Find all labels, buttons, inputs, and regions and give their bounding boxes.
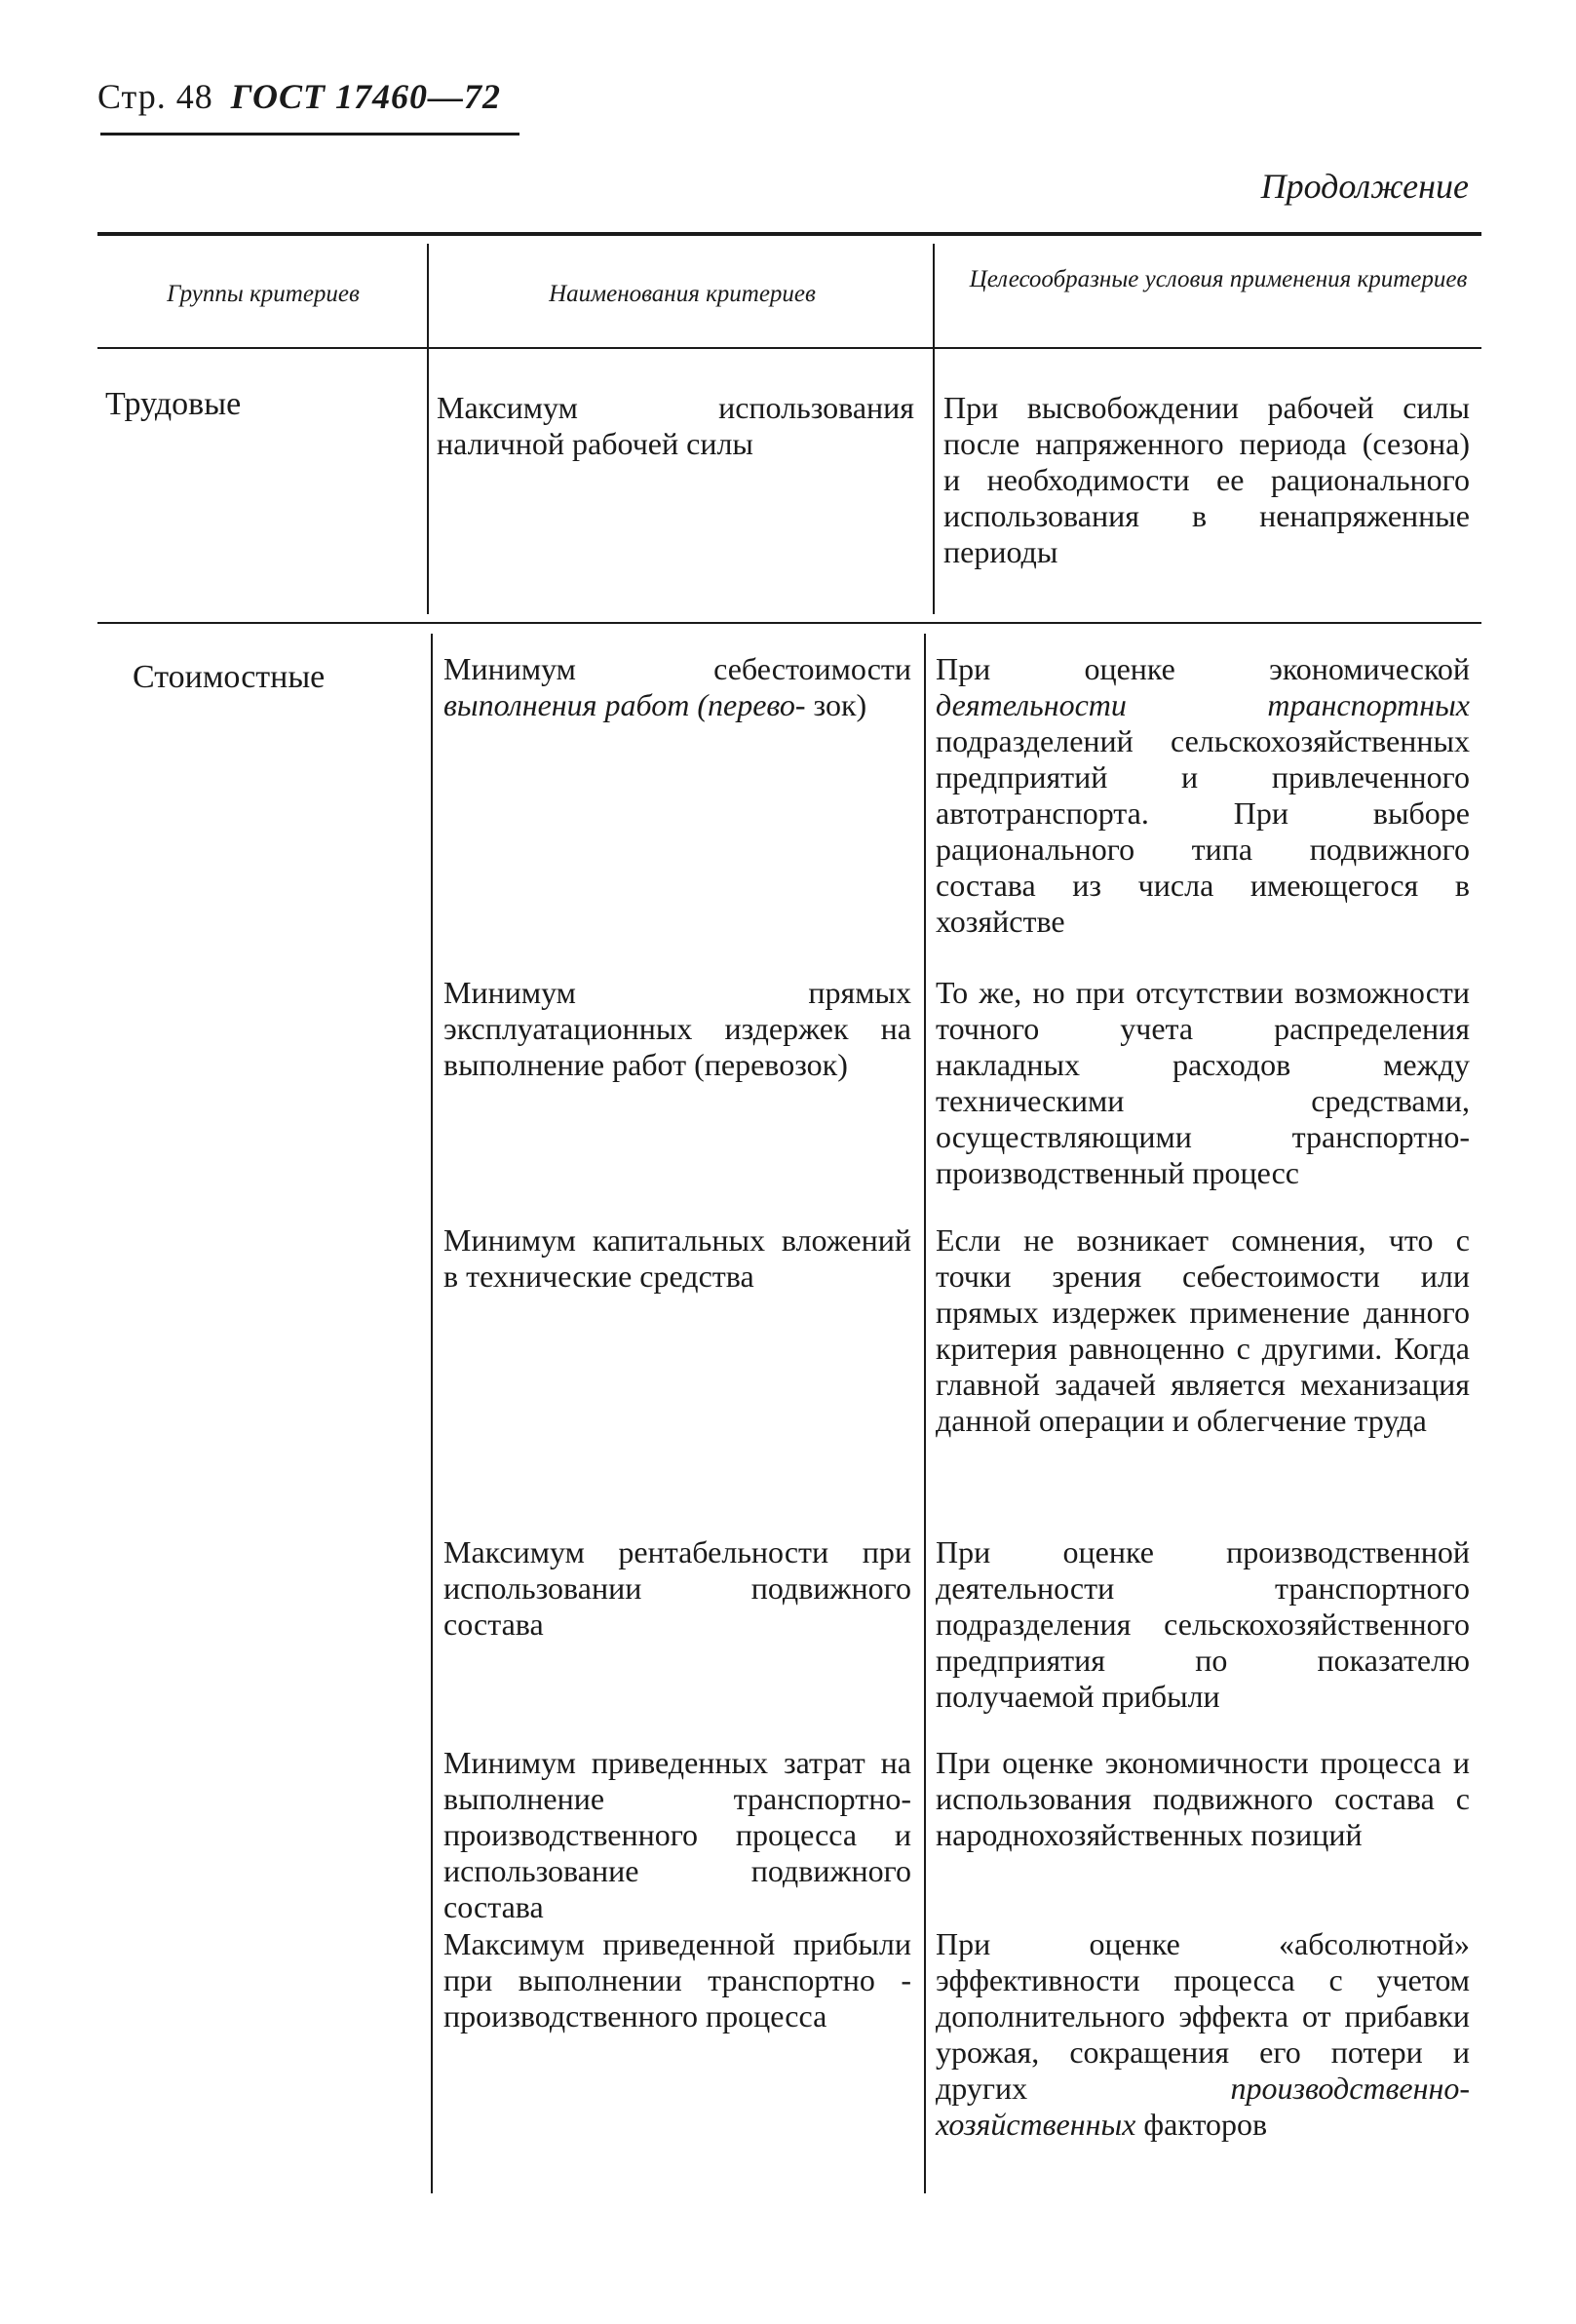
criterion-cost-5-name: Минимум приведенных затрат на выполнение транспортно-производственного процесса и использование подвижного состава <box>443 1745 911 1924</box>
continuation-label: Продолжение <box>1260 167 1469 206</box>
group-separator-rule <box>97 622 1481 624</box>
criterion-cost-2-condition: То же, но при отсутствии возможности точного учета распределения накладных расходов между техническими средствами, осуществляющими транспортно-производственный процесс <box>936 975 1470 1190</box>
criterion-cost-5-condition: При оценке экономичности процесса и использования подвижного состава с народнохозяйственных позиций <box>936 1745 1470 1852</box>
criterion-cost-4-condition: При оценке производственной деятельности транспортного подразделения сельскохозяйственного предприятия по показателю получаемой прибыли <box>936 1534 1470 1714</box>
criterion-cost-1-name-suffix: зок) <box>813 687 867 722</box>
criterion-cost-1-condition <box>936 651 1470 940</box>
criterion-cost-2-name: Минимум прямых эксплуатационных издержек на выполнение работ (перевозок) <box>443 975 911 1082</box>
criterion-cost-1-cond-prefix: При оценке экономической <box>936 651 1470 686</box>
criterion-cost-6-cond-prefix: При оценке «абсолютной» эффективности процесса с учетом дополнительного эффекта от прибавки урожая, сокращения его потери и других <box>936 1926 1470 2106</box>
criterion-labor-1-condition: При высвобождении рабочей силы после напряженного периода (сезона) и необходимости ее рационального использования в ненапряженные периоды <box>943 390 1470 569</box>
header-underline <box>100 133 519 136</box>
criterion-cost-4-name: Максимум рентабельности при использовании подвижного состава <box>443 1534 911 1642</box>
column-divider-2-lower <box>924 634 926 2193</box>
group-cost: Стоимостные <box>133 659 326 695</box>
standard-title: ГОСТ 17460—72 <box>230 77 501 116</box>
criterion-cost-1-cond-suffix: подразделений сельскохозяйственных предприятий и привлеченного автотранспорта. При выборе рационального типа подвижного состава из числа имеющегося в хозяйстве <box>936 723 1470 939</box>
table-top-rule <box>97 232 1481 236</box>
page-header <box>97 76 501 117</box>
criterion-cost-1-name-prefix: Минимум себестоимости <box>443 651 911 686</box>
column-divider-1 <box>427 244 429 614</box>
column-divider-1-lower <box>431 634 433 2193</box>
col-header-names: Наименования критериев <box>549 281 816 307</box>
page-number: Стр. 48 <box>97 77 213 116</box>
col-header-conditions: Целесообразные условия применения критериев <box>969 266 1468 292</box>
criterion-cost-3-condition: Если не возникает сомнения, что с точки зрения себестоимости или прямых издержек применение данного критерия равноценно с другими. Когда главной задачей является механизация данной операции и облегчение труда <box>936 1222 1470 1438</box>
criterion-cost-1-cond-italic: деятельности транспортных <box>936 687 1470 722</box>
col-header-groups: Группы критериев <box>167 281 360 307</box>
criterion-cost-1-name-italic: выполнения работ (перево- <box>443 687 806 722</box>
table-header-rule <box>97 347 1481 349</box>
criterion-cost-6-condition <box>936 1926 1470 2143</box>
criterion-cost-6-cond-italic: производственно-хозяйственных <box>936 2071 1470 2142</box>
criterion-cost-6-name: Максимум приведенной прибыли при выполнении транспортно - производственного процесса <box>443 1926 911 2034</box>
group-labor: Трудовые <box>105 386 242 422</box>
criterion-cost-3-name: Минимум капитальных вложений в технические средства <box>443 1222 911 1294</box>
criterion-cost-1-name <box>443 651 911 723</box>
criterion-labor-1-name: Максимум использования наличной рабочей силы <box>437 390 914 461</box>
column-divider-2 <box>933 244 935 614</box>
criterion-cost-6-cond-suffix: факторов <box>1135 2107 1268 2142</box>
